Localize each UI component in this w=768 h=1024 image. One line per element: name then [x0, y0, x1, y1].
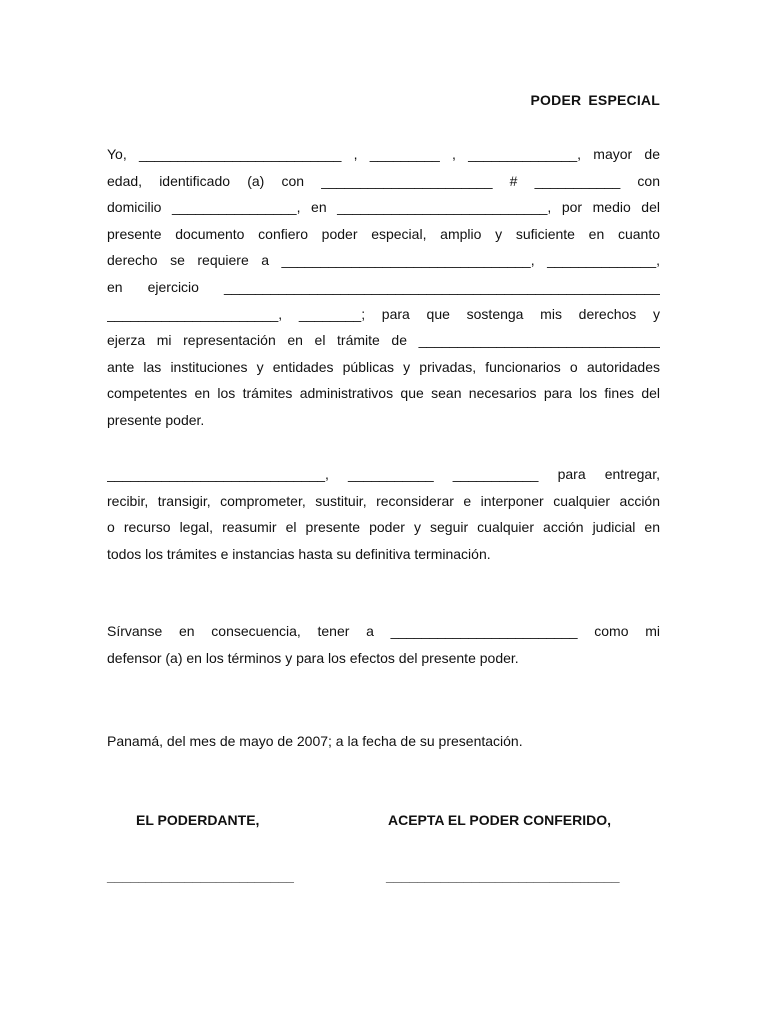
text-line: o recurso legal, reasumir el presente poder y seguir cualquier acción judicial en	[107, 519, 660, 536]
text-line: ante las instituciones y entidades públicas y privadas, funcionarios o autoridades	[107, 358, 660, 375]
text-line: en ejercicio ________________________________________________________	[107, 278, 660, 295]
document-title: PODER ESPECIAL	[530, 92, 660, 108]
text-line: domicilio ________________, en ___________________________, por medio del	[107, 199, 660, 216]
text-line: presente documento confiero poder especial, amplio y suficiente en cuanto	[107, 225, 660, 242]
text-line: ejerza mi representación en el trámite de _______________________________	[107, 332, 660, 349]
text-line: Yo, __________________________ , _________ , ______________, mayor de	[107, 146, 660, 162]
text-line: ______________________, ________; para que sostenga mis derechos y	[107, 305, 660, 322]
paragraph-grant	[107, 141, 660, 434]
text-line: todos los trámites e instancias hasta su definitiva terminación.	[107, 545, 491, 562]
paragraph-defender	[107, 618, 660, 671]
grantor-signature-line: ________________________	[107, 868, 294, 884]
paragraph-date	[107, 728, 660, 755]
text-line: Sírvanse en consecuencia, tener a ________________________ como mi	[107, 623, 660, 639]
attorney-label: ACEPTA EL PODER CONFERIDO,	[388, 812, 611, 828]
text-line: competentes en los trámites administrativos que sean necesarios para los fines del	[107, 385, 660, 402]
text-line: derecho se requiere a ________________________________, ______________,	[107, 252, 660, 269]
text-line: ____________________________, ___________ ___________ para entregar,	[107, 466, 660, 482]
text-line: recibir, transigir, comprometer, sustituir, reconsiderar e interponer cualquier acción	[107, 492, 660, 509]
text-line: presente poder.	[107, 411, 205, 428]
text-line: defensor (a) en los términos y para los efectos del presente poder.	[107, 649, 519, 666]
date-line: Panamá, del mes de mayo de 2007; a la fecha de su presentación.	[107, 733, 523, 749]
attorney-signature-line: ______________________________	[386, 868, 620, 884]
text-line: edad, identificado (a) con ______________________ # ___________ con	[107, 172, 660, 189]
paragraph-powers	[107, 461, 660, 567]
grantor-label: EL PODERDANTE,	[136, 812, 260, 828]
